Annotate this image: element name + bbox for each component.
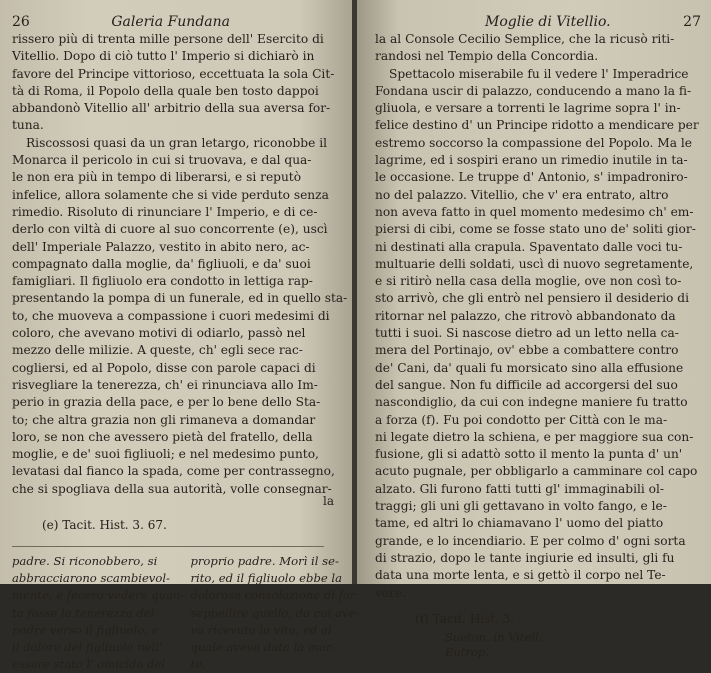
text-line: tuna. (12, 118, 44, 133)
right-page-header (375, 14, 701, 31)
text-line: no del palazzo. Vitellio, che v' era entrato, altro (375, 187, 669, 202)
text-line: va ricevuta la vita, ed al (190, 622, 332, 637)
left-notes-column-1 (12, 553, 184, 673)
text-line: ta fosse la tenerezza del (12, 605, 155, 620)
text-line: gliuola, e versare a torrenti le lagrime sopra l' in- (375, 101, 681, 116)
text-line: mente, e fecero vedere quan- (12, 588, 185, 603)
text-line: infelice, allora solamente che si vide perduto senza (12, 187, 329, 202)
text-line: acuto pugnale, per obbligarlo a camminare col capo (375, 464, 698, 479)
text-line: grande, e lo incendiario. E per colmo d' ogni sorta (375, 533, 686, 548)
text-line: dolorosa consolazione di far (190, 588, 356, 603)
text-line: traggi; gli uni gli gettavano in volto fango, e le- (375, 499, 667, 514)
text-line: compagnato dalla moglie, da' figliuoli, e da' suoi (12, 256, 311, 271)
text-line: ni legate dietro la schiena, e per maggiore sua con- (375, 429, 694, 444)
text-line: la al Console Cecilio Semplice, che la ricusò riti- (375, 32, 675, 46)
text-line: abbandonò Vitellio all' arbitrio della sua aversa for- (12, 101, 331, 116)
text-line: nascondiglio, da cui con indegne maniere fu tratto (375, 395, 688, 410)
left-page-body (12, 31, 348, 498)
left-notes (12, 553, 360, 673)
text-line: Monarca il pericolo in cui si truovava, e dal qua- (12, 153, 312, 168)
text-line: to; che altra grazia non gli rimaneva a domandar (12, 412, 316, 427)
text-line: risvegliare la tenerezza, ch' ei rinunciava allo Im- (12, 377, 318, 392)
footnote-source-line: Eutrop. (445, 644, 489, 659)
left-page-header (12, 14, 340, 31)
text-line: tutti i suoi. Si nascose dietro ad un letto nella ca- (375, 326, 679, 341)
text-line: Fondana uscir di palazzo, conducendo a mano la fi- (375, 83, 692, 98)
text-line: de' Cani, da' quali fu morsicato sino alla effusione (375, 360, 684, 375)
text-line: Vitellio. Dopo di ciò tutto l' Imperio si dichiarò in (12, 49, 315, 64)
right-page (357, 0, 711, 659)
text-line: favore del Principe vittorioso, eccettuata la sola Cit- (12, 66, 335, 81)
text-line: to, che muoveva a compassione i cuori medesimi di (12, 308, 330, 323)
text-line: tà di Roma, il Popolo della quale ben tosto dappoi (12, 83, 319, 98)
text-line: essere stato l' omicida del (12, 657, 166, 672)
text-line: le occasione. Le truppe d' Antonio, s' impadroniro- (375, 170, 688, 185)
text-line: data una morte lenta, e si gettò il corpo nel Te- (375, 568, 666, 583)
text-line: le non era più in tempo di liberarsi, e si reputò (12, 170, 302, 185)
text-line: e si ritirò nella casa della moglie, ove non così to- (375, 274, 682, 289)
text-line: estremo soccorso la compassione del Popolo. Ma le (375, 135, 693, 150)
right-page-number: 27 (683, 14, 701, 30)
text-line: dell' Imperiale Palazzo, vestito in abito nero, ac- (12, 239, 310, 254)
text-line: Riscossosi quasi da un gran letargo, riconobbe il (26, 135, 327, 150)
text-line: vere. (375, 585, 407, 600)
text-line: lagrime, ed i sospiri erano un rimedio inutile in ta- (375, 153, 688, 168)
text-line: presentando la pompa di un funerale, ed in quello sta- (12, 291, 348, 306)
text-line: quale aveva data la mor- (190, 640, 336, 655)
left-footnote-reference: (e) Tacit. Hist. 3. 67. (42, 518, 167, 533)
left-running-head: Galeria Fundana (111, 14, 230, 30)
text-line: che si spogliava della sua autorità, volle consegnar- (12, 481, 332, 496)
text-line: mezzo delle milizie. A queste, ch' egli sece rac- (12, 343, 303, 358)
text-line: Spettacolo miserabile fu il vedere l' Imperadrice (389, 66, 689, 81)
text-line: mera del Portinajo, ov' ebbe a combattere contro (375, 343, 679, 358)
text-line: il dolore del figliuolo nell' (12, 640, 163, 655)
text-line: rito, ed il figliuolo ebbe la (190, 571, 343, 586)
text-line: loro, se non che avessero pietà del fratello, della (12, 429, 313, 444)
text-line: derlo con viltà di cuore al suo concorrente (e), uscì (12, 222, 328, 237)
right-page-body (375, 31, 701, 602)
left-notes-column-2 (190, 553, 359, 673)
text-line: del sangue. Non fu difficile ad accorgersi del suo (375, 377, 678, 392)
text-line: moglie, e de' suoi figliuoli; e nel medesimo punto, (12, 447, 319, 462)
text-line: piersi di cibi, come se fosse stato uno de' soliti gior- (375, 222, 696, 237)
text-line: randosi nel Tempio della Concordia. (375, 49, 599, 64)
left-catchword: la (323, 494, 334, 509)
footnote-source-line: Sueton. in Vitell. (445, 629, 543, 644)
text-line: tame, ed altri lo chiamavano l' uomo del piatto (375, 516, 664, 531)
right-footnote-reference: (f) Tacit. Hist. 3. (415, 611, 515, 626)
text-line: padre verso il figliuolo, e (12, 622, 159, 637)
left-page-number: 26 (12, 14, 30, 30)
text-line: abbracciarono scambievol- (12, 571, 170, 586)
text-line: multuarie delli soldati, uscì di nuovo segretamente, (375, 256, 694, 271)
text-line: a forza (f). Fu poi condotto per Città con le ma- (375, 412, 668, 427)
text-line: cogliersi, ed al Popolo, disse con parole capaci di (12, 360, 316, 375)
text-line: sto arrivò, che gli entrò nel pensiero il desiderio di (375, 291, 689, 306)
text-line: coloro, che avevano motivi di odiarlo, passò nel (12, 326, 306, 341)
text-line: perio in grazia della pace, e per lo bene dello Sta- (12, 395, 321, 410)
text-line: non aveva fatto in quel momento medesimo ch' em- (375, 204, 694, 219)
text-line: fusione, gli si adattò sotto il mento la punta d' un' (375, 447, 683, 462)
left-footnote-divider (12, 546, 324, 547)
text-line: seppellire quello, da cui ave- (190, 605, 360, 620)
text-line: levatasi dal fianco la spada, come per contrassegno, (12, 464, 335, 479)
text-line: rimedio. Risoluto di rinunciare l' Imperio, e di ce- (12, 204, 318, 219)
text-line: proprio padre. Morì il se- (190, 554, 339, 569)
text-line: alzato. Gli furono fatti tutti gl' immaginabili ol- (375, 481, 665, 496)
text-line: padre. Si riconobbero, si (12, 554, 158, 569)
text-line: di strazio, dopo le tante ingiurie ed insulti, gli fu (375, 550, 675, 565)
text-line: famigliari. Il figliuolo era condotto in lettiga rap- (12, 274, 313, 289)
text-line: rissero più di trenta mille persone dell' Esercito di (12, 32, 324, 46)
right-running-head: Moglie di Vitellio. (485, 14, 611, 30)
text-line: ritornar nel palazzo, che ritrovò abbandonato da (375, 308, 676, 323)
text-line: te. (190, 657, 206, 672)
text-line: ni destinati alla crapula. Spaventato dalle voci tu- (375, 239, 683, 254)
text-line: felice destino d' un Principe ridotto a mendicare per (375, 118, 699, 133)
